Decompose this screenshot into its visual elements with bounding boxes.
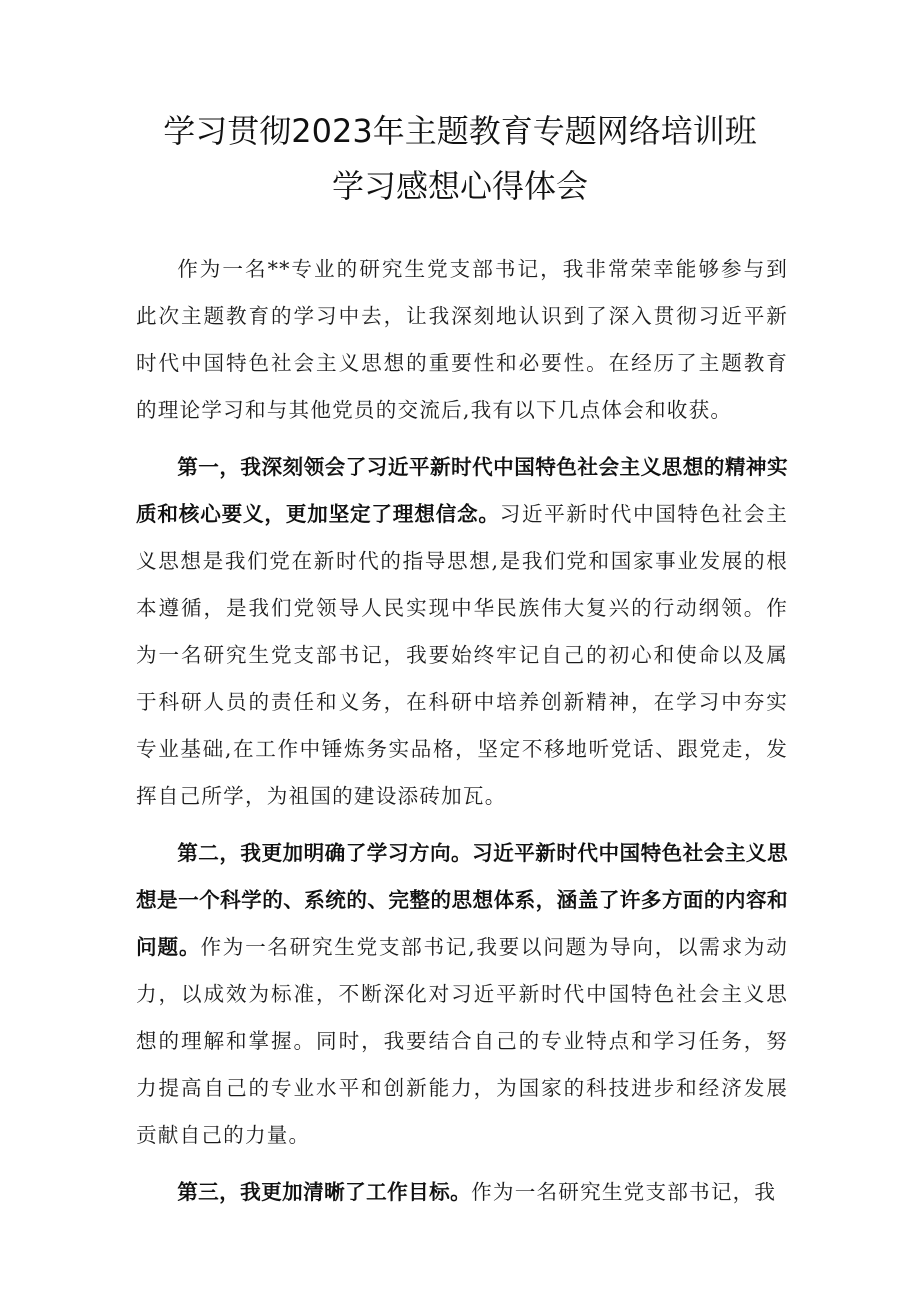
paragraph-text: 作为一名研究生党支部书记，我 bbox=[471, 1180, 777, 1204]
paragraph-lead: 第三，我更加清晰了工作目标。 bbox=[177, 1180, 472, 1204]
title-line-1: 学习贯彻2023年主题教育专题网络培训班 bbox=[163, 112, 757, 150]
title-line-2: 学习感想心得体会 bbox=[331, 167, 588, 205]
document-title bbox=[0, 104, 920, 214]
paragraph-point-3 bbox=[136, 1169, 788, 1216]
paragraph-point-1 bbox=[136, 444, 788, 820]
paragraph-text: 作为一名研究生党支部书记,我要以问题为导向，以需求为动力，以成效为标准，不断深化对习近平新时代中国特色社会主义思想的理解和掌握。同时，我要结合自己的专业特点和学习任务，努力提高自己的专业水平和创新能力，为国家的科技进步和经济发展贡献自己的力量。 bbox=[136, 935, 788, 1147]
document-body bbox=[136, 246, 788, 1226]
paragraph-text: 作为一名**专业的研究生党支部书记，我非常荣幸能够参与到此次主题教育的学习中去，让我深刻地认识到了深入贯彻习近平新时代中国特色社会主义思想的重要性和必要性。在经历了主题教育的理论学习和与其他党员的交流后,我有以下几点体会和收获。 bbox=[136, 257, 788, 422]
paragraph-lead: 第一，我深刻领会了习近平新时代中国特色社会主义思想的精神实质和核心要义，更加坚定了理想信念。 bbox=[136, 455, 788, 526]
paragraph-point-2 bbox=[136, 830, 788, 1159]
paragraph-text: 习近平新时代中国特色社会主义思想是我们党在新时代的指导思想,是我们党和国家事业发展的根本遵循，是我们党领导人民实现中华民族伟大复兴的行动纲领。作为一名研究生党支部书记，我要始终牢记自己的初心和使命以及属于科研人员的责任和义务，在科研中培养创新精神，在学习中夯实专业基础,在工作中锤炼务实品格，坚定不移地听党话、跟党走，发挥自己所学，为祖国的建设添砖加瓦。 bbox=[136, 502, 788, 808]
paragraph-lead: 第二，我更加明确了学习方向。习近平新时代中国特色社会主义思想是一个科学的、系统的、完整的思想体系，涵盖了许多方面的内容和问题。 bbox=[136, 841, 788, 959]
paragraph-intro bbox=[136, 246, 788, 434]
